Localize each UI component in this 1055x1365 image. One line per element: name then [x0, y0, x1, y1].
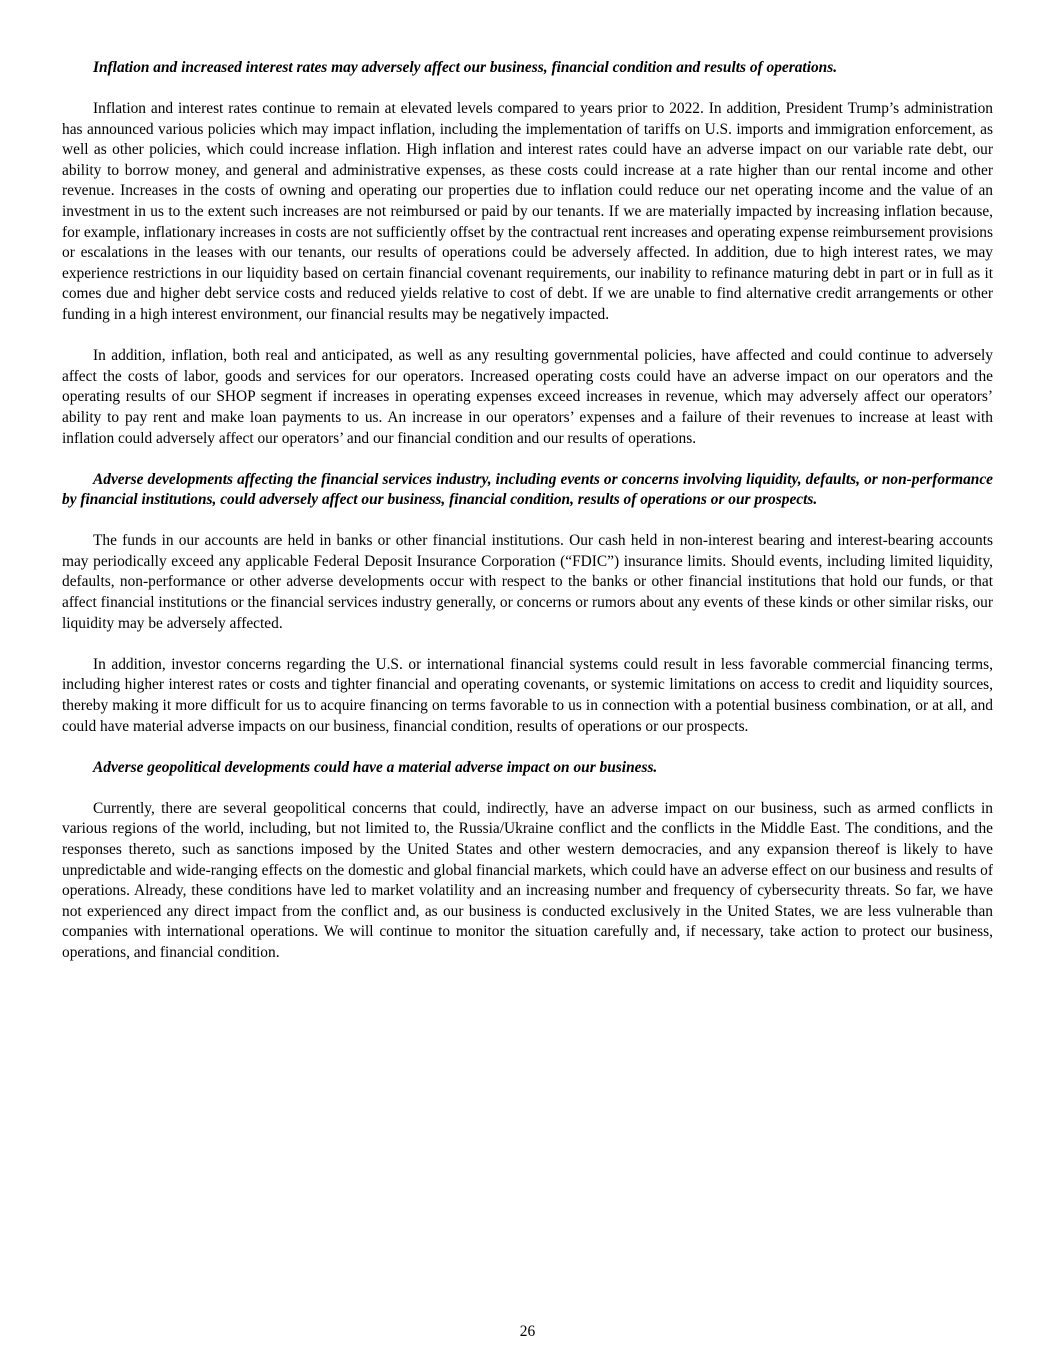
document-page	[62, 58, 993, 984]
body-paragraph: Currently, there are several geopolitical concerns that could, indirectly, have an adverse impact on our business, such as armed conflicts in various regions of the world, including, but not limited to, the Russia/Ukraine conflict and the conflicts in the Middle East. The conditions, and the responses thereto, such as sanctions imposed by the United States and other western democracies, and any expansion thereof is likely to have unpredictable and wide-ranging effects on the domestic and global financial markets, which could have an adverse effect on our business and results of operations. Already, these conditions have led to market volatility and an increasing number and frequency of cybersecurity threats. So far, we have not experienced any direct impact from the conflict and, as our business is conducted exclusively in the United States, we are less vulnerable than companies with international operations. We will continue to monitor the situation carefully and, if necessary, take action to protect our business, operations, and financial condition.	[62, 799, 993, 961]
section-financial-services	[62, 470, 993, 738]
section-heading: Adverse geopolitical developments could have a material adverse impact on our business.	[93, 758, 658, 776]
section-geopolitical	[62, 758, 993, 964]
section-heading: Inflation and increased interest rates may adversely affect our business, financial condition and results of operations.	[93, 59, 838, 76]
body-paragraph: In addition, inflation, both real and anticipated, as well as any resulting governmental policies, have affected and could continue to adversely affect the costs of labor, goods and services for our operators. Increased operating costs could have an adverse impact on our operators and the operating results of our SHOP segment if increases in operating expenses exceed increases in revenue, which may adversely affect our operators’ ability to pay rent and make loan payments to us. An increase in our operators’ expenses and a failure of their revenues to increase at least with inflation could adversely affect our operators’ and our financial condition and our results of operations.	[62, 347, 993, 447]
body-paragraph: In addition, investor concerns regarding the U.S. or international financial systems could result in less favorable commercial financing terms, including higher interest rates or costs and tighter financial and operating covenants, or systemic limitations on access to credit and liquidity sources, thereby making it more difficult for us to acquire financing on terms favorable to us in connection with a potential business combination, or at all, and could have material adverse impacts on our business, financial condition, results of operations or our prospects.	[62, 655, 993, 735]
body-paragraph: Inflation and interest rates continue to remain at elevated levels compared to years prior to 2022. In addition, President Trump’s administration has announced various policies which may impact inflation, including the implementation of tariffs on U.S. imports and immigration enforcement, as well as other policies, which could increase inflation. High inflation and interest rates could have an adverse impact on our variable rate debt, our ability to borrow money, and general and administrative expenses, as these costs could increase at a rate higher than our rental income and other revenue. Increases in the costs of owning and operating our properties due to inflation could reduce our net operating income and the value of an investment in us to the extent such increases are not reimbursed or paid by our tenants. If we are materially impacted by increasing inflation because, for example, inflationary increases in costs are not sufficiently offset by the contractual rent increases and operating expense reimbursement provisions or escalations in the leases with our tenants, our results of operations could be adversely affected. In addition, due to high interest rates, we may experience restrictions in our liquidity based on certain financial covenant requirements, our inability to refinance maturing debt in part or in full as it comes due and higher debt service costs and reduced yields relative to cost of debt. If we are unable to find alternative credit arrangements or other funding in a high interest environment, our financial results may be negatively impacted.	[62, 100, 993, 324]
section-inflation	[62, 58, 993, 449]
page-number: 26	[519, 1323, 536, 1340]
body-paragraph: The funds in our accounts are held in banks or other financial institutions. Our cash held in non-interest bearing and interest-bearing accounts may periodically exceed any applicable Federal Deposit Insurance Corporation (“FDIC”) insurance limits. Should events, including limited liquidity, defaults, non-performance or other adverse developments occur with respect to the banks or other financial institutions that hold our funds, or that affect financial institutions or the financial services industry generally, or concerns or rumors about any events of these kinds or other similar risks, our liquidity may be adversely affected.	[62, 532, 993, 632]
section-heading: Adverse developments affecting the financial services industry, including events or concerns involving liquidity, defaults, or non-performance by financial institutions, could adversely affect our business, financial condition, results of operations or our prospects.	[62, 470, 993, 509]
